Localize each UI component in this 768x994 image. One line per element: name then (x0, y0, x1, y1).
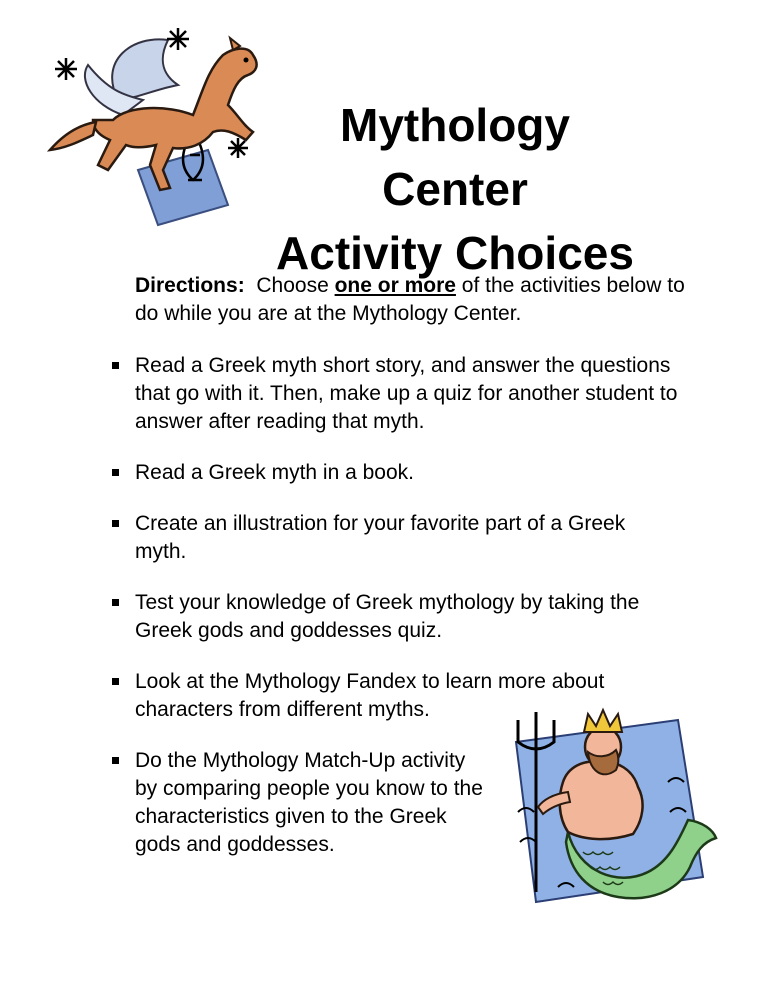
list-item (112, 352, 682, 436)
title-line-3: Activity Choices (276, 226, 634, 279)
list-item (112, 589, 682, 645)
list-item (112, 510, 682, 566)
square-bullet-icon (112, 599, 119, 606)
pegasus-illustration (38, 20, 268, 235)
list-item (112, 459, 682, 487)
activity-text: Read a Greek myth short story, and answer the questions that go with it. Then, make up a quiz for another student to answer after reading that myth. (135, 354, 678, 433)
square-bullet-icon (112, 678, 119, 685)
page-title (240, 93, 670, 285)
directions-emphasis: one or more (334, 274, 456, 297)
title-line-2: Center (382, 162, 528, 215)
square-bullet-icon (112, 362, 119, 369)
square-bullet-icon (112, 757, 119, 764)
square-bullet-icon (112, 520, 119, 527)
directions-paragraph (135, 272, 695, 328)
title-line-1: Mythology (340, 98, 570, 151)
activity-text: Look at the Mythology Fandex to learn more about characters from different myths. (135, 670, 605, 721)
directions-text-after: of the activities below to do while you are at the Mythology Center. (135, 274, 685, 325)
activity-text: Create an illustration for your favorite part of a Greek myth. (135, 512, 626, 563)
square-bullet-icon (112, 469, 119, 476)
directions-text-before: Choose (256, 274, 329, 297)
activity-text: Test your knowledge of Greek mythology by taking the Greek gods and goddesses quiz. (135, 591, 640, 642)
directions-label: Directions: (135, 274, 245, 297)
activity-text: Do the Mythology Match-Up activity by comparing people you know to the characteristics given to the Greek gods and goddesses. (135, 749, 483, 856)
activity-text: Read a Greek myth in a book. (135, 461, 414, 484)
poseidon-illustration (498, 702, 718, 914)
